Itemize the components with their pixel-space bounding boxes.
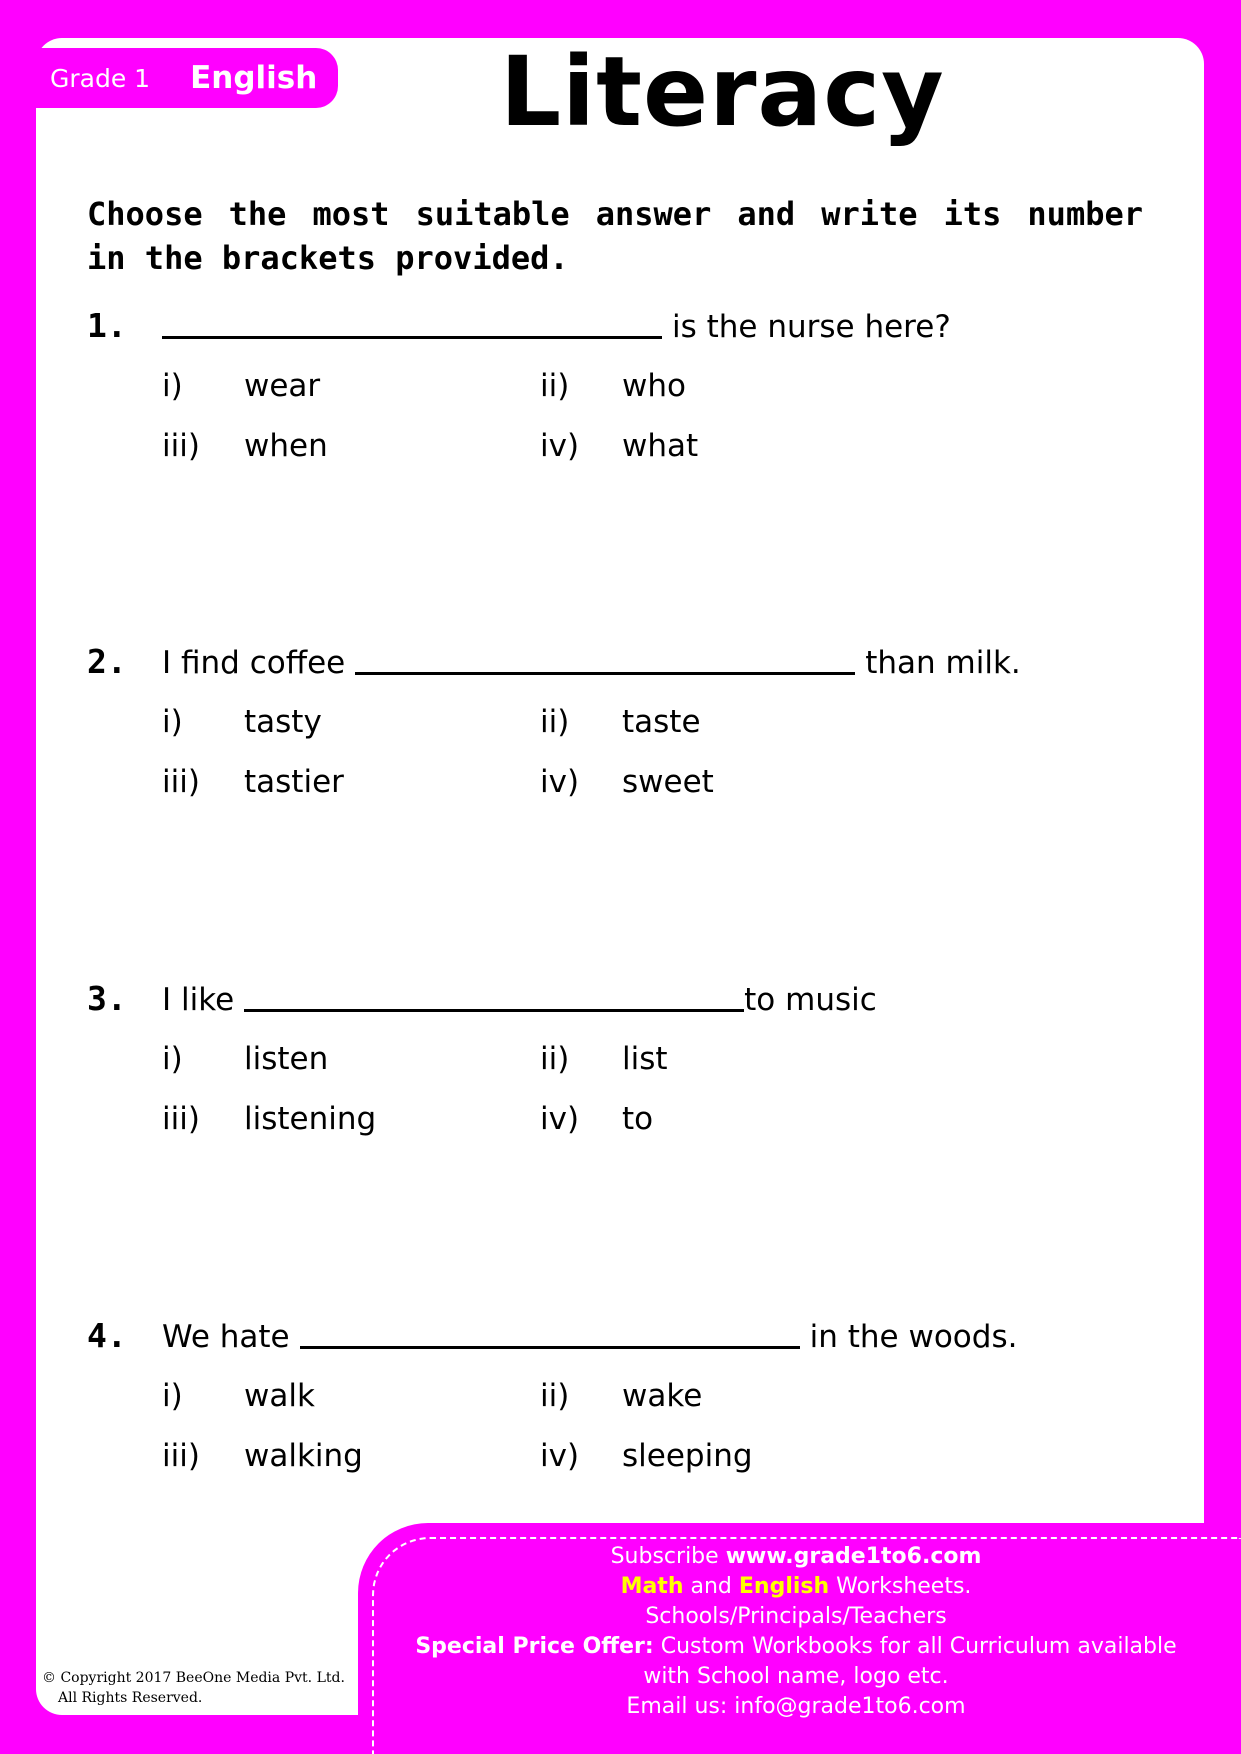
subscribe-prefix: Subscribe [610, 1544, 719, 1569]
option-text: walk [244, 1378, 315, 1414]
rights-line: All Rights Reserved. [58, 1690, 203, 1706]
option-text: tastier [244, 764, 344, 800]
option-text: listen [244, 1041, 329, 1077]
email-line[interactable]: Email us: info@grade1to6.com [626, 1694, 966, 1719]
footer-promo [380, 1542, 1212, 1722]
option-label: i) [162, 1041, 183, 1077]
question-after: to music [744, 982, 877, 1018]
option-label: i) [162, 704, 183, 740]
question-before: I find coffee [162, 645, 346, 681]
worksheets-line [380, 1572, 1212, 1602]
option-i [162, 368, 320, 404]
question-sentence [162, 306, 951, 345]
english-highlight: English [738, 1574, 830, 1599]
offer-line [380, 1632, 1212, 1662]
option-iii [162, 1101, 376, 1137]
option-label: iii) [162, 764, 200, 800]
option-label: ii) [540, 704, 570, 740]
option-text: to [622, 1101, 654, 1137]
math-highlight: Math [620, 1574, 684, 1599]
question-before: I like [162, 982, 235, 1018]
offer-label: Special Price Offer: [415, 1634, 654, 1659]
option-iv [540, 1101, 653, 1137]
option-iv [540, 764, 714, 800]
option-label: iii) [162, 428, 200, 464]
option-ii [540, 704, 701, 740]
option-ii [540, 1041, 668, 1077]
option-text: when [244, 428, 328, 464]
copyright-line: © Copyright 2017 BeeOne Media Pvt. Ltd. [42, 1670, 345, 1686]
option-text: sleeping [622, 1438, 753, 1474]
question-number: 3. [87, 979, 127, 1018]
option-text: who [622, 368, 686, 404]
option-iii [162, 764, 344, 800]
option-text: tasty [244, 704, 322, 740]
question-number: 2. [87, 642, 127, 681]
offer-text: Custom Workbooks for all Curriculum available [660, 1634, 1177, 1659]
grade-tab [36, 48, 338, 108]
option-label: iii) [162, 1438, 200, 1474]
question-number: 1. [87, 306, 127, 345]
option-i [162, 1041, 328, 1077]
option-text: taste [622, 704, 701, 740]
subject-label: English [190, 60, 318, 96]
option-iii [162, 1438, 363, 1474]
option-label: ii) [540, 1378, 570, 1414]
answer-blank[interactable] [244, 979, 744, 1012]
option-i [162, 1378, 315, 1414]
subscribe-link[interactable]: www.grade1to6.com [725, 1544, 982, 1569]
option-label: ii) [540, 368, 570, 404]
question-sentence [162, 1316, 1017, 1355]
option-label: iii) [162, 1101, 200, 1137]
answer-blank[interactable] [162, 306, 662, 339]
option-label: iv) [540, 1101, 580, 1137]
option-text: sweet [622, 764, 714, 800]
grade-label: Grade 1 [50, 63, 151, 93]
instruction-text: Choose the most suitable answer and write its number in the brackets provided. [87, 195, 1143, 277]
option-label: iv) [540, 428, 580, 464]
option-text: what [622, 428, 699, 464]
and-text: and [690, 1574, 732, 1599]
option-text: wear [244, 368, 321, 404]
option-text: wake [622, 1378, 703, 1414]
option-text: walking [244, 1438, 363, 1474]
audience-line: Schools/Principals/Teachers [645, 1604, 947, 1629]
question-sentence [162, 642, 1021, 681]
option-iv [540, 428, 698, 464]
offer-text-2: with School name, logo etc. [643, 1664, 949, 1689]
worksheets-text: Worksheets. [836, 1574, 972, 1599]
answer-blank[interactable] [355, 642, 855, 675]
question-before: We hate [162, 1319, 290, 1355]
subscribe-line [380, 1542, 1212, 1572]
option-label: i) [162, 368, 183, 404]
answer-blank[interactable] [300, 1316, 800, 1349]
page-title: Literacy [500, 36, 945, 148]
question-number: 4. [87, 1316, 127, 1355]
option-ii [540, 1378, 702, 1414]
option-label: iv) [540, 1438, 580, 1474]
question-sentence [162, 979, 877, 1018]
question-after: than milk. [865, 645, 1021, 681]
copyright [42, 1668, 345, 1708]
question-after: in the woods. [809, 1319, 1018, 1355]
option-label: iv) [540, 764, 580, 800]
option-label: ii) [540, 1041, 570, 1077]
option-text: listening [244, 1101, 377, 1137]
option-ii [540, 368, 686, 404]
option-iv [540, 1438, 753, 1474]
option-i [162, 704, 322, 740]
option-iii [162, 428, 328, 464]
option-text: list [622, 1041, 668, 1077]
option-label: i) [162, 1378, 183, 1414]
question-after: is the nurse here? [672, 309, 951, 345]
